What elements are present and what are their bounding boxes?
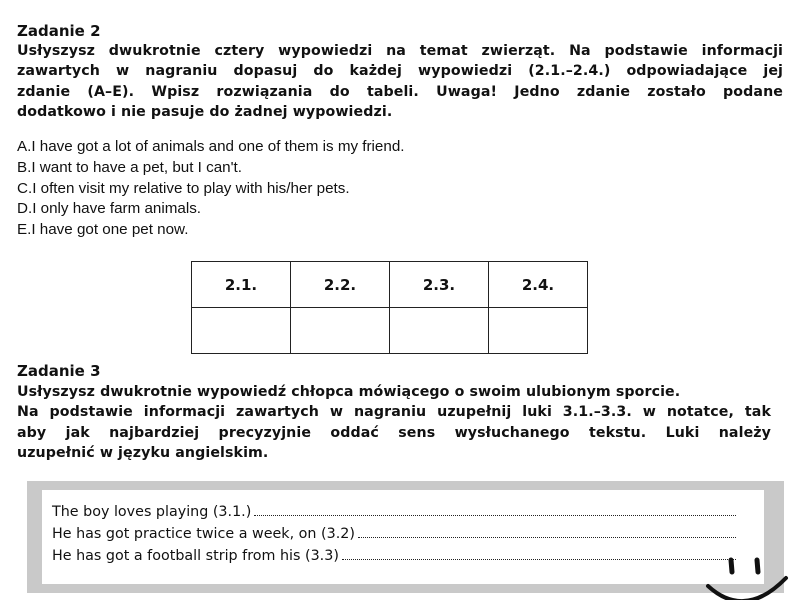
task2-options-list [17,137,405,241]
answer-header-2-2: 2.2. [291,262,390,308]
answer-header-2-1: 2.1. [192,262,291,308]
task3-title: Zadanie 3 [17,362,101,380]
answer-table [191,261,588,354]
gap-3-1[interactable] [254,501,736,516]
task2-instruction-line: Usłyszysz dwukrotnie cztery wypowiedzi na temat zwierząt. Na podstawie informacji [17,43,783,59]
task3-instruction-line: uzupełnić w języku angielskim. [17,444,269,461]
task2-instruction-line: dodatkowo i nie pasuje do żadnej wypowiedzi. [17,103,393,120]
note-text-3-3: He has got a football strip from his (3.3) [52,548,339,564]
note-text-3-1: The boy loves playing (3.1.) [52,504,252,520]
task2-instruction-line: zawartych w nagraniu dopasuj do każdej wypowiedzi (2.1.–2.4.) odpowiadające jej [17,63,783,80]
option-d: D.I only have farm animals. [17,200,202,218]
gap-3-2[interactable] [358,523,736,538]
smiley-face-icon [700,548,800,600]
answer-header-2-3: 2.3. [390,262,489,308]
task3-instruction-line: Na podstawie informacji zawartych w nagraniu uzupełnij luki 3.1.–3.3. w notatce, tak [17,404,771,421]
answer-table-header-row [192,262,588,308]
answer-cell-2-2[interactable] [291,308,390,354]
option-a: A.I have got a lot of animals and one of them is my friend. [17,138,405,155]
answer-table-input-row [192,308,588,354]
task2-instruction [17,41,783,122]
answer-cell-2-4[interactable] [489,308,588,354]
task3-instruction [17,382,771,463]
answer-cell-2-3[interactable] [390,308,489,354]
note-text-3-2: He has got practice twice a week, on (3.2) [52,526,355,542]
task3-instruction-line: Usłyszysz dwukrotnie wypowiedź chłopca mówiącego o swoim ulubionym sporcie. [17,384,681,400]
task2-title: Zadanie 2 [17,22,101,40]
note-line-3-2 [52,523,736,545]
answer-cell-2-1[interactable] [192,308,291,354]
answer-header-2-4: 2.4. [489,262,588,308]
note-lines-list [52,501,736,567]
option-e: E.I have got one pet now. [17,221,189,239]
option-c: C.I often visit my relative to play with his/her pets. [17,179,350,197]
note-line-3-3 [52,545,736,567]
option-b: B.I want to have a pet, but I can't. [17,158,242,176]
task2-instruction-line: zdanie (A–E). Wpisz rozwiązania do tabeli. Uwaga! Jedno zdanie zostało podane [17,83,783,100]
gap-3-3[interactable] [342,545,736,560]
task3-instruction-line: aby jak najbardziej precyzyjnie oddać sens wysłuchanego tekstu. Luki należy [17,424,771,441]
note-line-3-1 [52,501,736,523]
